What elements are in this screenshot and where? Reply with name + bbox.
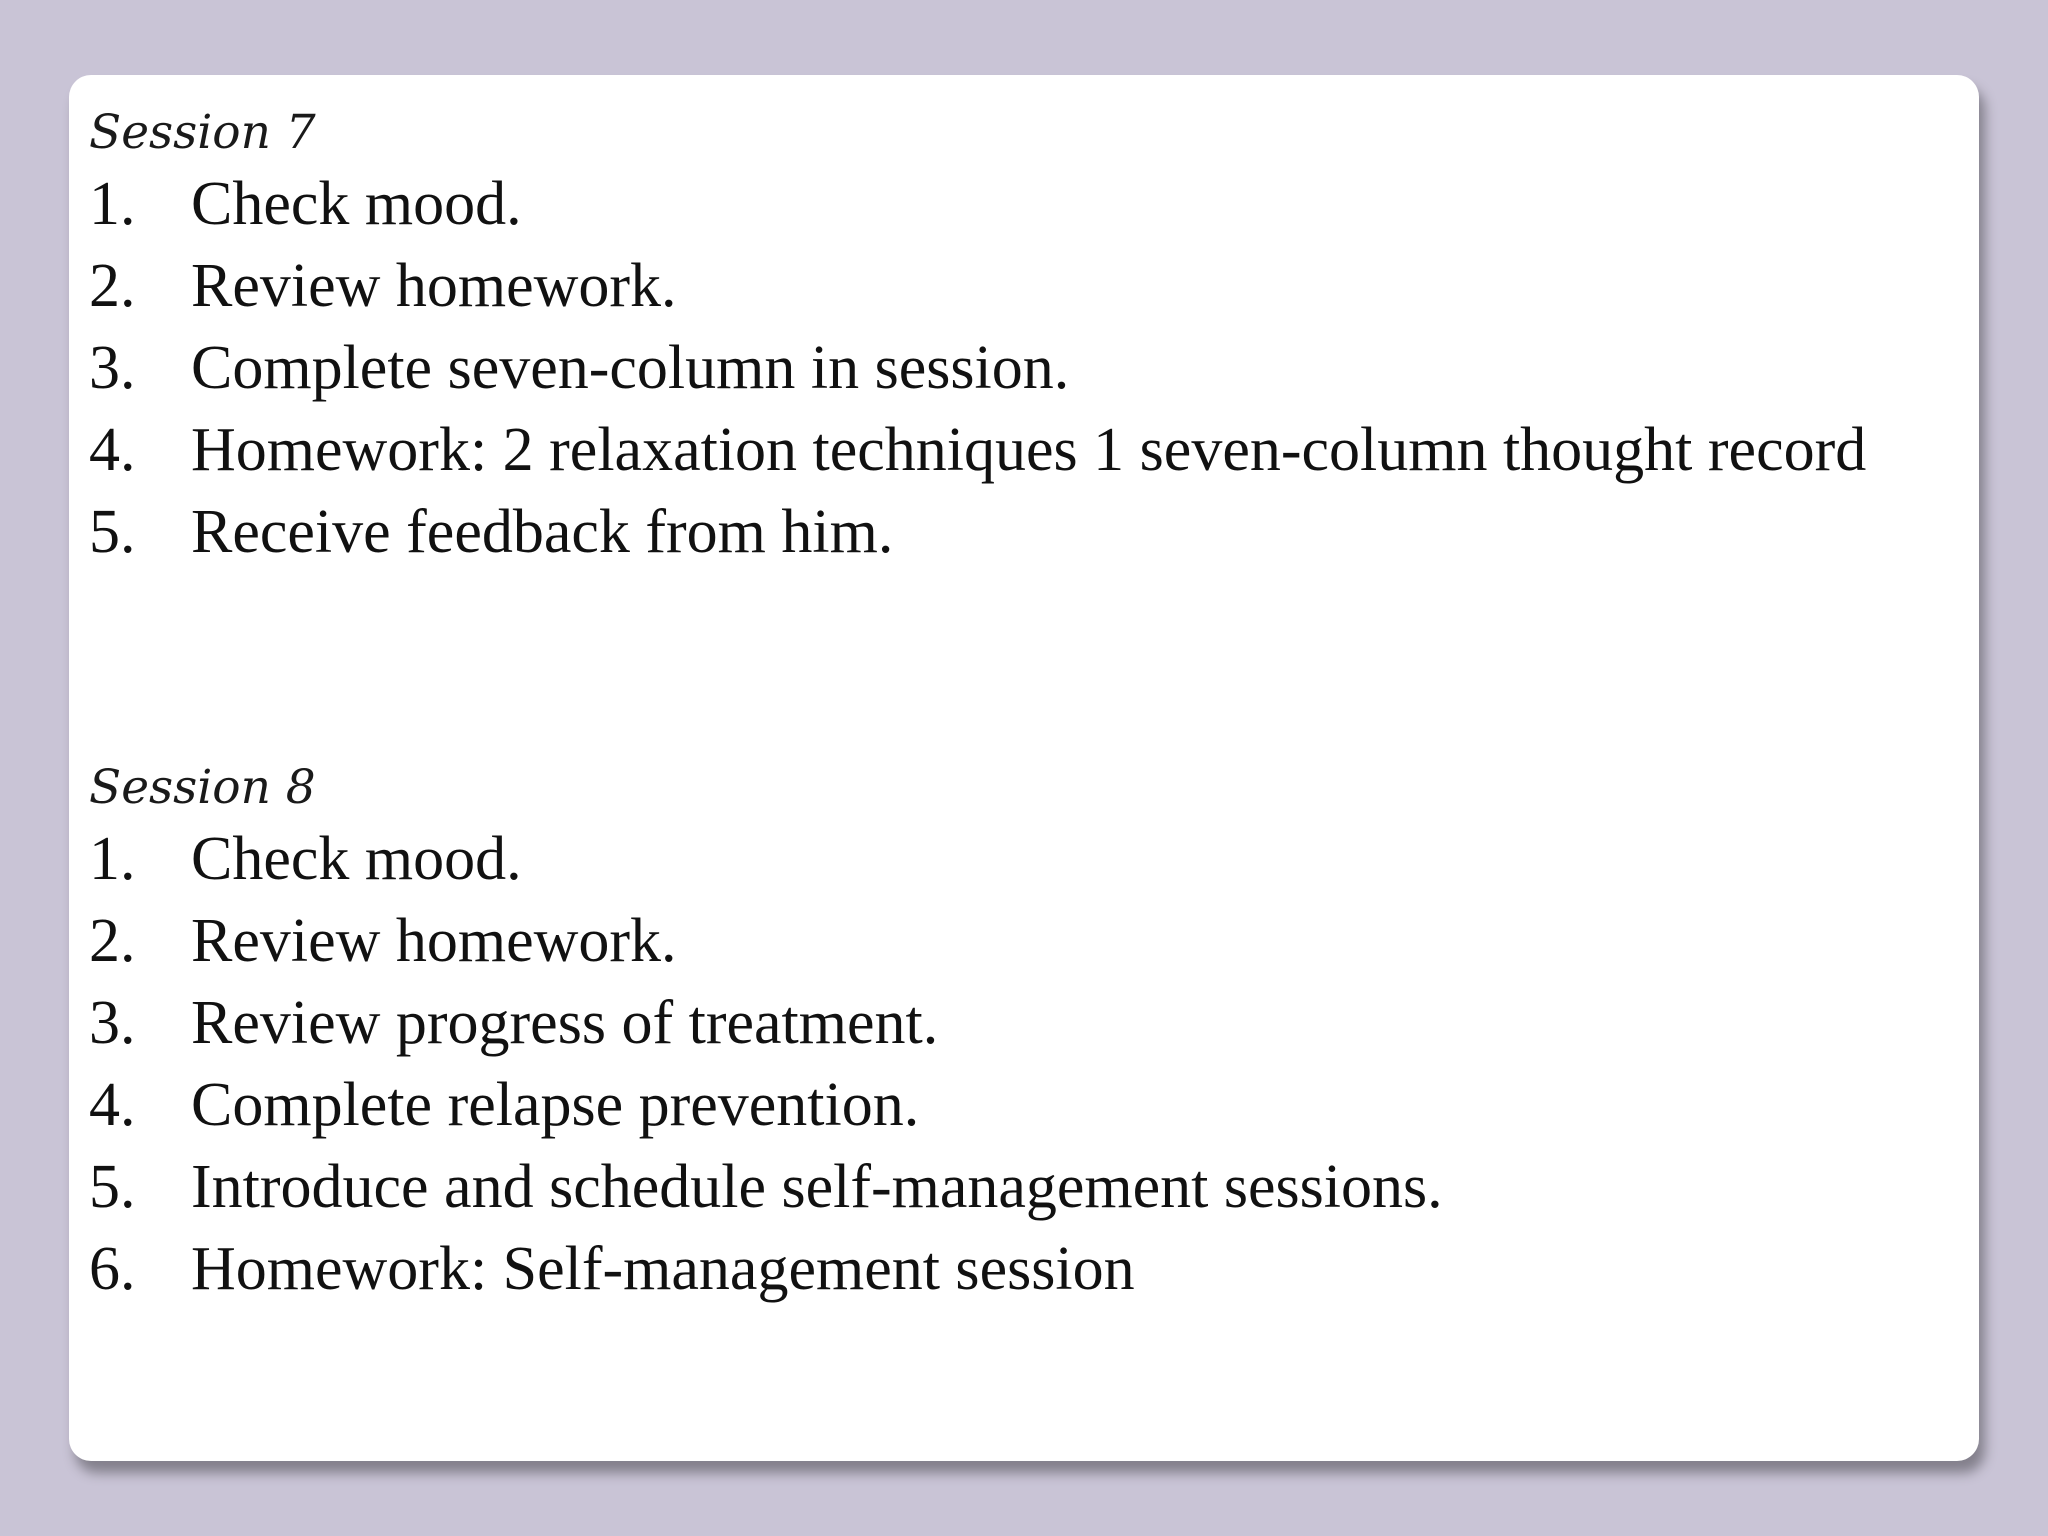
step-number: 4. xyxy=(89,1071,136,1139)
step-number: 4. xyxy=(89,416,136,484)
session-7-steps xyxy=(89,163,1959,573)
step-text: Review progress of treatment. xyxy=(191,989,939,1057)
list-item xyxy=(89,1146,1959,1228)
step-text: Review homework. xyxy=(191,907,677,975)
step-text: Review homework. xyxy=(191,252,677,320)
step-text: Homework: Self-management session xyxy=(191,1235,1135,1303)
step-text: Check mood. xyxy=(191,825,522,893)
step-text: Check mood. xyxy=(191,170,522,238)
session-7-heading: Session 7 xyxy=(89,105,316,160)
session-8-steps xyxy=(89,818,1959,1310)
step-text: Introduce and schedule self-management sessions. xyxy=(191,1153,1443,1221)
step-number: 3. xyxy=(89,989,136,1057)
step-text: Receive feedback from him. xyxy=(191,498,894,566)
list-item xyxy=(89,491,1959,573)
step-text: Complete seven-column in session. xyxy=(191,334,1070,402)
list-item xyxy=(89,245,1959,327)
slide-card xyxy=(69,75,1979,1461)
step-number: 5. xyxy=(89,498,136,566)
step-text: Complete relapse prevention. xyxy=(191,1071,920,1139)
list-item xyxy=(89,327,1959,409)
session-8-heading: Session 8 xyxy=(89,760,316,815)
step-number: 1. xyxy=(89,170,136,238)
list-item xyxy=(89,818,1959,900)
step-number: 3. xyxy=(89,334,136,402)
list-item xyxy=(89,982,1959,1064)
list-item xyxy=(89,163,1959,245)
step-number: 2. xyxy=(89,907,136,975)
list-item xyxy=(89,1228,1959,1310)
step-number: 1. xyxy=(89,825,136,893)
step-text: Homework: 2 relaxation techniques 1 seven-column thought record xyxy=(191,416,1867,484)
list-item xyxy=(89,409,1959,491)
list-item xyxy=(89,900,1959,982)
step-number: 5. xyxy=(89,1153,136,1221)
list-item xyxy=(89,1064,1959,1146)
step-number: 6. xyxy=(89,1235,136,1303)
step-number: 2. xyxy=(89,252,136,320)
